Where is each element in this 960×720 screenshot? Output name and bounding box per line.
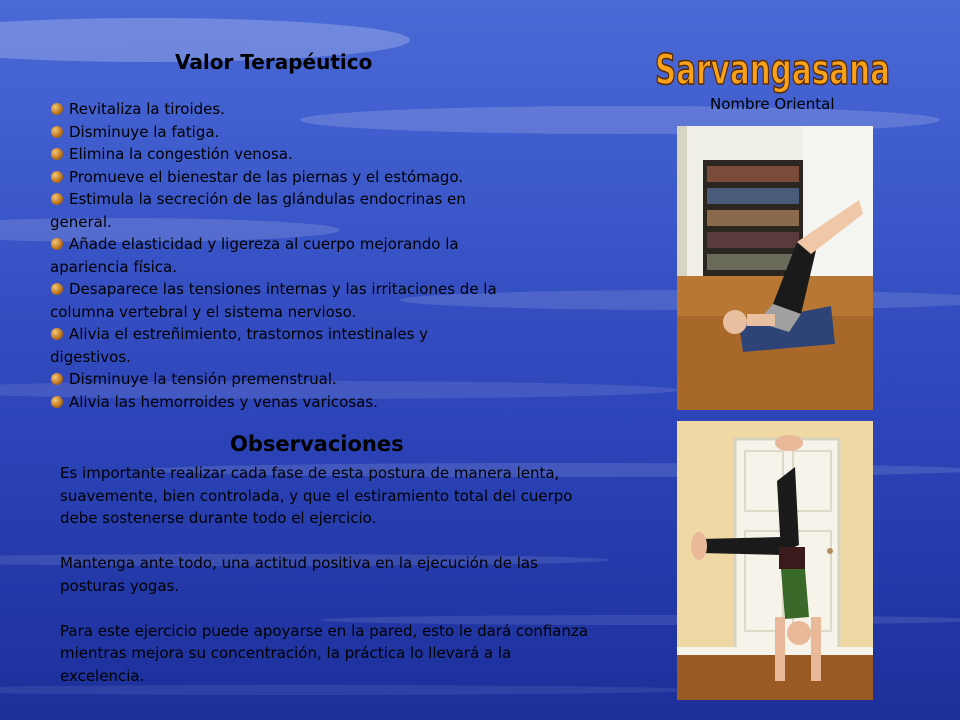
list-item-text: Promueve el bienestar de las piernas y el estómago.: [69, 167, 464, 186]
bullet-icon: [51, 126, 63, 138]
observations-text: [60, 462, 590, 710]
bullet-icon: [51, 103, 63, 115]
photo-handstand-door: [677, 421, 873, 700]
list-item: [50, 323, 510, 368]
bullet-icon: [51, 171, 63, 183]
heading-valor-terapeutico: Valor Terapéutico: [175, 50, 373, 74]
list-item-text: Revitaliza la tiroides.: [69, 100, 225, 118]
list-item: [50, 233, 510, 278]
bullet-icon: [51, 396, 63, 408]
list-item: [50, 166, 510, 189]
list-item: [50, 188, 510, 233]
sarvangasana-title-text: Sarvangasana: [655, 45, 890, 94]
observation-paragraph: Mantenga ante todo, una actitud positiva en la ejecución de las posturas yogas.: [60, 554, 538, 595]
observation-paragraph: Para este ejercicio puede apoyarse en la pared, esto le dará confianza mientras mejora su concentración, la práctica lo llevará a la excelencia.: [60, 621, 589, 685]
list-item-text: Desaparece las tensiones internas y las irritaciones de la columna vertebral y el sistema nervioso.: [50, 280, 497, 321]
bullet-icon: [51, 148, 63, 160]
bullet-icon: [51, 373, 63, 385]
list-item-text: Alivia el estreñimiento, trastornos intestinales y digestivos.: [50, 325, 429, 366]
bullet-icon: [51, 193, 63, 205]
list-item: [50, 98, 510, 121]
bullet-icon: [51, 238, 63, 250]
therapeutic-list: [50, 98, 510, 413]
list-item: [50, 121, 510, 144]
bullet-icon: [51, 328, 63, 340]
list-item: [50, 143, 510, 166]
list-item: [50, 278, 510, 323]
list-item-text: Estimula la secreción de las glándulas endocrinas en general.: [50, 190, 466, 231]
observation-paragraph: Es importante realizar cada fase de esta postura de manera lenta, suavemente, bien controlada, y que el estiramiento total del cuerpo debe sostenerse durante todo el ejercicio.: [60, 464, 573, 527]
list-item: [50, 391, 510, 414]
bullet-icon: [51, 283, 63, 295]
list-item: [50, 368, 510, 391]
list-item-text: Disminuye la fatiga.: [69, 122, 220, 141]
subtitle-nombre-oriental: Nombre Oriental: [710, 95, 835, 113]
photo-shoulderstand-wall: [677, 126, 873, 410]
list-item-text: Elimina la congestión venosa.: [69, 145, 293, 163]
list-item-text: Disminuye la tensión premenstrual.: [69, 370, 337, 388]
sarvangasana-title: [653, 28, 893, 100]
list-item-text: Alivia las hemorroides y venas varicosas.: [69, 392, 378, 411]
heading-observaciones: Observaciones: [230, 432, 404, 456]
list-item-text: Añade elasticidad y ligereza al cuerpo mejorando la apariencia física.: [50, 235, 459, 276]
